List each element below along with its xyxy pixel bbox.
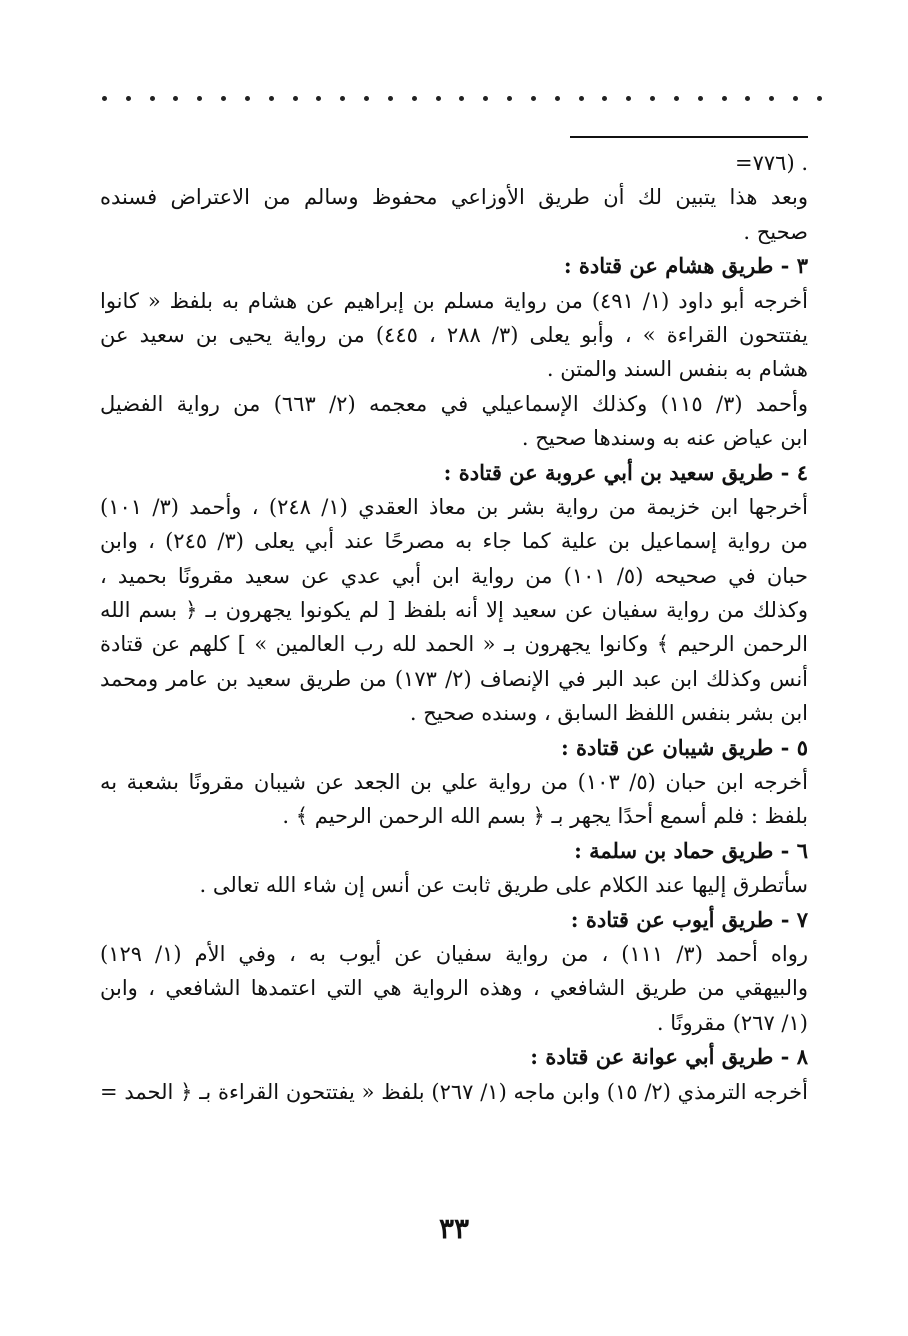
dot	[793, 96, 798, 101]
dot	[555, 96, 560, 101]
section-heading: ٣ - طريق هشام عن قتادة :	[563, 253, 808, 279]
section-heading: ٧ - طريق أيوب عن قتادة :	[570, 906, 808, 932]
dot	[221, 96, 226, 101]
dot	[364, 96, 369, 101]
dot	[436, 96, 441, 101]
text-line: وبعد هذا يتبين لك أن طريق الأوزاعي محفوظ وسالم من الاعتراض فسنده	[100, 185, 808, 210]
text-line: بلفظ : فلم أسمع أحدًا يجهر بـ ﴿ بسم الله الرحمن الرحيم ﴾ .	[282, 804, 808, 829]
text-line: هشام به بنفس السند والمتن .	[546, 357, 808, 382]
dot	[412, 96, 417, 101]
text-line: وكذلك من رواية سفيان عن سعيد إلا أنه بلفظ [ لم يكونوا يجهرون بـ ﴿ بسم الله	[100, 598, 808, 623]
text-line: الرحمن الرحيم ﴾ وكانوا يجهرون بـ « الحمد لله رب العالمين » ] كلهم عن قتادة	[100, 632, 808, 657]
dot	[173, 96, 178, 101]
dot	[507, 96, 512, 101]
section-heading: ٦ - طريق حماد بن سلمة :	[574, 837, 808, 863]
text-line: (١/ ٢٦٧) مقرونًا .	[656, 1010, 808, 1035]
dot	[340, 96, 345, 101]
dot	[698, 96, 703, 101]
dot	[245, 96, 250, 101]
text-line: صحيح .	[743, 219, 808, 244]
text-line: ابن بشر بنفس اللفظ السابق ، وسنده صحيح .	[409, 701, 808, 726]
text-line: سأتطرق إليها عند الكلام على طريق ثابت عن أنس إن شاء الله تعالى .	[199, 873, 808, 898]
text-line: أخرجه ابن حبان (٥/ ١٠٣) من رواية علي بن الجعد عن شيبان مقرونًا بشعبة به	[100, 770, 808, 795]
text-line: والبيهقي من طريق الشافعي ، وهذه الرواية هي التي اعتمدها الشافعي ، وابن	[100, 976, 808, 1001]
text-line: أخرجه الترمذي (٢/ ١٥) وابن ماجه (١/ ٢٦٧) بلفظ « يفتتحون القراءة بـ ﴿ الحمد =	[100, 1079, 808, 1104]
dot	[197, 96, 202, 101]
dot	[626, 96, 631, 101]
page-number: ٣٣	[438, 1212, 470, 1245]
dot	[459, 96, 464, 101]
text-line: أنس وكذلك ابن عبد البر في الإنصاف (٢/ ١٧٣) من طريق سعيد بن عامر ومحمد	[100, 666, 808, 691]
text-line: ابن عياض عنه به وسندها صحيح .	[521, 426, 808, 451]
dot	[388, 96, 393, 101]
dot	[316, 96, 321, 101]
text-line: أخرجه أبو داود (١/ ٤٩١) من رواية مسلم بن إبراهيم عن هشام به بلفظ « كانوا	[100, 288, 808, 313]
dot	[126, 96, 131, 101]
dot	[602, 96, 607, 101]
dot	[769, 96, 774, 101]
section-heading: ٨ - طريق أبي عوانة عن قتادة :	[530, 1044, 808, 1070]
dot	[579, 96, 584, 101]
dot	[483, 96, 488, 101]
text-line: . (٧٧٦=	[735, 151, 808, 175]
dot	[745, 96, 750, 101]
dot	[817, 96, 822, 101]
dot	[269, 96, 274, 101]
section-heading: ٥ - طريق شيبان عن قتادة :	[560, 734, 808, 760]
dot	[102, 96, 107, 101]
section-heading: ٤ - طريق سعيد بن أبي عروبة عن قتادة :	[443, 459, 808, 485]
footnote-text-block	[100, 146, 808, 1109]
text-line: وأحمد (٣/ ١١٥) وكذلك الإسماعيلي في معجمه (٢/ ٦٦٣) من رواية الفضيل	[100, 391, 808, 416]
dot	[293, 96, 298, 101]
dot	[674, 96, 679, 101]
text-line: يفتتحون القراءة » ، وأبو يعلى (٣/ ٢٨٨ ، ٤٤٥) من رواية يحيى بن سعيد عن	[100, 322, 808, 347]
dotted-separator	[102, 88, 822, 108]
text-line: حبان في صحيحه (٥/ ١٠١) من رواية ابن أبي عدي عن سعيد مقرونًا بحميد ،	[100, 563, 808, 588]
text-line: رواه أحمد (٣/ ١١١) ، من رواية سفيان عن أيوب به ، وفي الأم (١/ ١٢٩)	[100, 941, 808, 966]
dot	[650, 96, 655, 101]
footnote-rule	[570, 136, 808, 138]
dot	[150, 96, 155, 101]
text-line: أخرجها ابن خزيمة من رواية بشر بن معاذ العقدي (١/ ٢٤٨) ، وأحمد (٣/ ١٠١)	[100, 494, 808, 519]
dot	[531, 96, 536, 101]
dot	[722, 96, 727, 101]
text-line: من رواية إسماعيل بن علية كما جاء به مصرحًا عند أبي يعلى (٣/ ٢٤٥) ، وابن	[100, 529, 808, 554]
